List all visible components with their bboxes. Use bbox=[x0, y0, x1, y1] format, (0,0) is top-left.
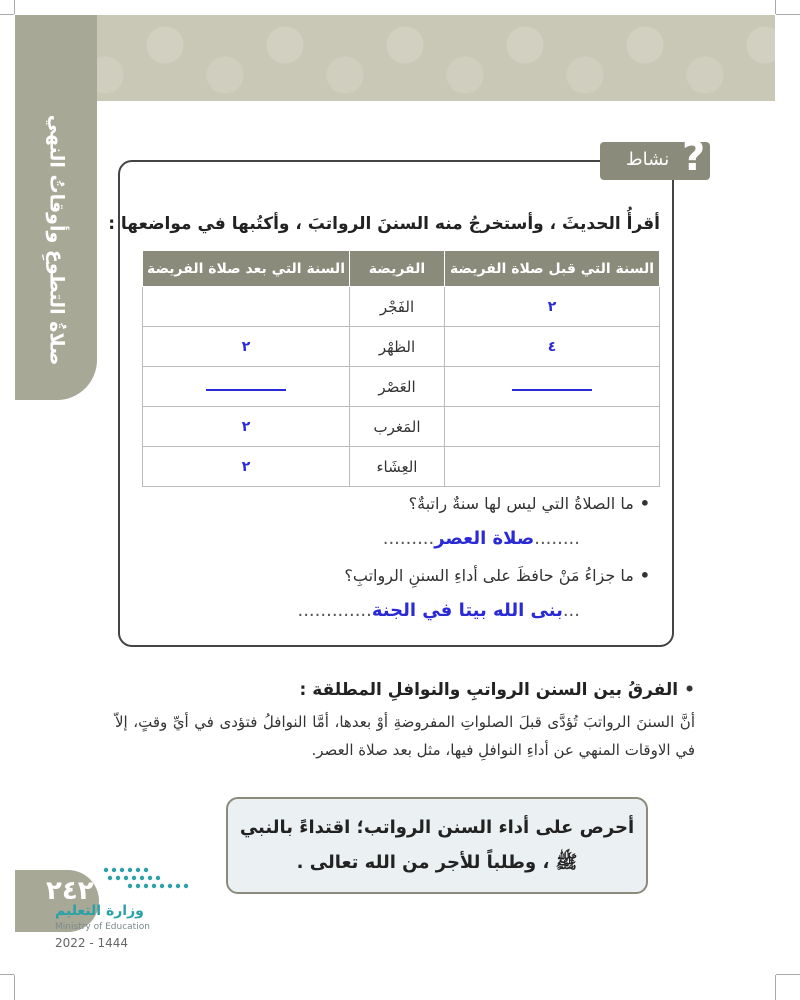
after-cell bbox=[143, 287, 350, 327]
tip-box bbox=[226, 797, 648, 894]
prayer-cell: العِشَاء bbox=[350, 447, 445, 487]
side-title-wrap bbox=[15, 100, 97, 380]
table-row bbox=[143, 287, 660, 327]
dot-leader: ............. bbox=[297, 600, 372, 621]
answer-1 bbox=[383, 528, 580, 549]
crop-mark bbox=[14, 975, 15, 1000]
crop-mark bbox=[775, 975, 776, 1000]
crop-mark bbox=[0, 14, 14, 15]
dot-leader: ........ bbox=[534, 528, 580, 549]
before-cell bbox=[445, 447, 660, 487]
bullet-icon: • bbox=[684, 680, 695, 700]
edition-year: 2022 - 1444 bbox=[55, 936, 129, 950]
lesson-title: صلاةُ التطوعِ وأوقاتُ النهي bbox=[45, 114, 67, 366]
tip-line-2: ﷺ ، وطلباً للأجر من الله تعالى . bbox=[296, 852, 578, 873]
prayer-cell: الظهْر bbox=[350, 327, 445, 367]
before-cell: ٤ bbox=[445, 327, 660, 367]
page-number: ٢٤٢ bbox=[46, 876, 94, 906]
header-before: السنة التي قبل صلاة الفريضة bbox=[445, 251, 660, 287]
difference-heading-text: الفرقُ بين السنن الرواتبِ والنوافلِ المطلقة : bbox=[299, 680, 679, 700]
difference-heading bbox=[300, 680, 696, 700]
blank-line bbox=[206, 389, 286, 391]
blank-line bbox=[512, 389, 592, 391]
question-1-text: ما الصلاةُ التي ليس لها سنةٌ راتبةٌ؟ bbox=[408, 494, 634, 513]
after-cell: ٢ bbox=[143, 447, 350, 487]
before-cell: ٢ bbox=[445, 287, 660, 327]
header-band bbox=[15, 15, 775, 101]
difference-text: أنَّ السننَ الرواتبَ تُؤدَّى قبلَ الصلواتِ المفروضةِ أوْ بعدها، أمَّا النوافلُ فتؤدى في أيِّ وقتٍ، إلاّ في الاوقات المنهي عن أداءِ النوافلِ فيها، مثل بعد صلاة العصر. bbox=[115, 713, 695, 759]
rawatib-table bbox=[142, 250, 660, 487]
ministry-logo-icon bbox=[100, 862, 190, 896]
crop-mark bbox=[776, 974, 800, 975]
bullet-icon: • bbox=[639, 566, 650, 585]
question-mark-icon: ? bbox=[682, 134, 706, 180]
after-cell: ٢ bbox=[143, 327, 350, 367]
before-cell bbox=[445, 367, 660, 407]
activity-tag bbox=[600, 134, 710, 180]
before-cell bbox=[445, 407, 660, 447]
table-row bbox=[143, 327, 660, 367]
question-2 bbox=[344, 566, 650, 585]
answer-2-text: بنى الله بيتا في الجنة bbox=[371, 600, 563, 621]
table-row bbox=[143, 367, 660, 407]
crop-mark bbox=[0, 974, 14, 975]
tip-line-1: أحرص على أداء السنن الرواتب؛ اقتداءً بالنبي bbox=[239, 817, 635, 838]
crop-mark bbox=[14, 0, 15, 14]
dot-leader: ... bbox=[562, 600, 580, 621]
table-row bbox=[143, 447, 660, 487]
crop-mark bbox=[775, 0, 776, 14]
ministry-name-en: Ministry of Education bbox=[55, 922, 150, 932]
crop-mark bbox=[776, 14, 800, 15]
question-2-text: ما جزاءُ مَنْ حافظَ على أداءِ السننِ الرواتبِ؟ bbox=[344, 566, 634, 585]
dot-leader: ......... bbox=[382, 528, 435, 549]
table-header-row bbox=[143, 251, 660, 287]
table-row bbox=[143, 407, 660, 447]
answer-1-text: صلاة العصر bbox=[434, 528, 535, 549]
bullet-icon: • bbox=[639, 494, 650, 513]
activity-instruction: أقرأُ الحديثَ ، وأستخرجُ منه السننَ الرواتبَ ، وأكتُبها في مواضعها : bbox=[108, 214, 660, 234]
prayer-cell: الفَجْر bbox=[350, 287, 445, 327]
ministry-name-ar: وزارة التعليم bbox=[55, 903, 144, 919]
activity-label: نشاط bbox=[626, 149, 670, 170]
answer-2 bbox=[297, 600, 580, 621]
header-prayer: الفريضة bbox=[350, 251, 445, 287]
prayer-cell: المَغرب bbox=[350, 407, 445, 447]
after-cell bbox=[143, 367, 350, 407]
prayer-cell: العَصْر bbox=[350, 367, 445, 407]
header-after: السنة التي بعد صلاة الفريضة bbox=[143, 251, 350, 287]
question-1 bbox=[409, 494, 650, 513]
after-cell: ٢ bbox=[143, 407, 350, 447]
